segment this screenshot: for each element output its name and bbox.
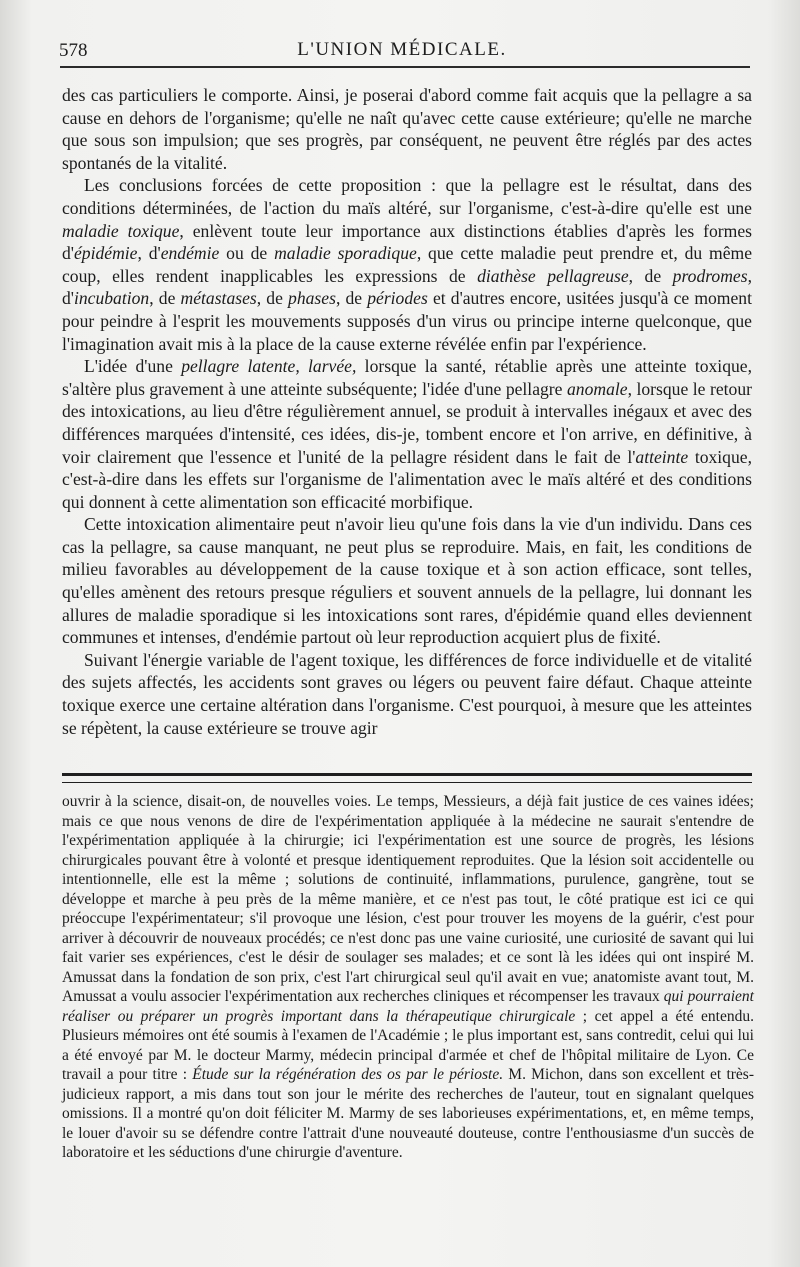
text-run: M. Michon, dans son excellent et très-judicieux rapport, a mis dans tout son jour le mérite des recherches de l'auteur, tout en signalant quelques omissions. Il a montré qu'on doit féliciter M. Marmy de ses laborieuses expérimentations, et, en même temps, le louer d'avoir su se défendre contre l'attrait d'une nouveauté douteuse, contre l'enthousiasme d'un succès de laboratoire et les séductions d'une chirurgie d'aventure. <box>62 1066 754 1161</box>
footnote-block <box>62 792 754 1163</box>
text-run: , de <box>256 288 289 309</box>
footnote-separator <box>62 773 752 783</box>
text-run: L'idée d'une <box>84 356 182 377</box>
text-run: des cas particuliers le comporte. Ainsi, je poserai d'abord comme fait acquis que la pellagre a sa cause en dehors de l'organisme; qu'elle ne naît qu'avec cette cause extérieure; qu'elle ne marche que sous son impulsion; que ses progrès, par conséquent, ne peuvent être réglés par des actes spontanés de la vitalité. <box>62 85 752 173</box>
italic-text: périodes <box>367 288 428 309</box>
italic-text: pellagre latente, larvée, <box>181 356 357 377</box>
italic-text: atteinte <box>635 446 689 467</box>
italic-text: métastases <box>180 288 257 309</box>
text-run: , de <box>149 288 181 309</box>
main-text-body <box>62 84 752 739</box>
running-title: L'UNION MÉDICALE. <box>297 39 507 60</box>
italic-text: maladie sporadique <box>274 243 417 264</box>
italic-text: Étude sur la régénération des os par le périoste. <box>192 1066 504 1083</box>
page-header <box>57 36 747 66</box>
italic-text: phases <box>288 288 336 309</box>
text-run: ouvrir à la science, disait-on, de nouvelles voies. Le temps, Messieurs, a déjà fait justice de ces vaines idées; mais ce que nous venons de dire de l'expérimentation appliquée à la médecine ne saurait s'entendre de l'expérimentation appliquée à la chirurgie; ici l'expérimentation est une source de progrès, les lésions chirurgicales pouvant être à volonté et presque identiquement reproduites. Que la lésion soit accidentelle ou intentionnelle, elle est la même ; solutions de continuité, inflammations, purulence, gangrène, tout se développe et marche à peu près de la même manière, et ce n'est pas tout, le côté pratique est ici ce qui préoccupe l'expérimentateur; s'il provoque une lésion, c'est pour trouver les moyens de la guérir, c'est pour arriver à découvrir de nouveaux procédés; ce n'est donc pas une vaine curiosité, une curiosité de savant qui lui fait varier ses expériences, c'est le désir de soulager ses malades; et ce sont là les idées qui ont inspiré M. Amussat dans la fondation de son prix, c'est l'art chirurgical seul qu'il avait en vue; anatomiste avant tout, M. Amussat a voulu associer l'expérimentation aux recherches cliniques et récompenser les travaux <box>62 793 754 1005</box>
text-run: Cette intoxication alimentaire peut n'avoir lieu qu'une fois dans la vie d'un individu. Dans ces cas la pellagre, sa cause manquant, ne peut plus se reproduire. Mais, en fait, les conditions de milieu favorables au développement de la cause toxique et à son action efficace, sont telles, qu'elles amènent des retours presque réguliers et souvent annuels de la pellagre, lui donnant les allures de maladie sporadique si les intoxications sont rares, d'épidémie quand elles deviennent communes et intenses, d'endémie partout où leur reproduction acquiert plus de fixité. <box>62 514 752 648</box>
italic-text: anomale <box>566 378 628 399</box>
text-run: toxique, c'est-à-dire dans les effets sur l'organisme de l'alimentation avec le maïs altéré et des conditions qui donnent à cette alimentation son efficacité morbifique. <box>62 446 752 512</box>
footnote-paragraph <box>62 792 754 1163</box>
header-rule <box>60 66 750 68</box>
page-number: 578 <box>59 40 88 61</box>
body-paragraph <box>62 513 752 649</box>
italic-text: maladie toxique <box>62 220 180 241</box>
italic-text: incubation <box>73 288 150 309</box>
text-run: , d' <box>137 243 161 264</box>
text-run: , de <box>335 288 368 309</box>
italic-text: épidémie <box>73 243 138 264</box>
body-paragraph <box>62 174 752 355</box>
text-run: , d' <box>62 265 752 309</box>
body-paragraph <box>62 355 752 513</box>
text-run: ou de <box>219 243 275 264</box>
italic-text: qui pourraient réaliser ou préparer un progrès important dans la thérapeutique chirurgicale <box>62 988 754 1025</box>
text-run: , enlèvent toute leur importance aux distinctions établies d'après les formes d' <box>62 220 752 264</box>
italic-text: endémie <box>160 243 220 264</box>
text-run: , de <box>628 265 673 286</box>
text-run: , que cette maladie peut prendre et, du même coup, elles rendent inapplicables les expressions de <box>62 243 752 286</box>
text-run: ; cet appel a été entendu. Plusieurs mémoires ont été soumis à l'examen de l'Académie ; le plus important est, sans contredit, celui qui lui a été envoyé par M. le docteur Marmy, médecin principal d'armée et chef de l'hôpital militaire de Lyon. Ce travail a pour titre : <box>62 1007 754 1083</box>
text-run: Suivant l'énergie variable de l'agent toxique, les différences de force individuelle et de vitalité des sujets affectés, les accidents sont graves ou légers ou peuvent faire défaut. Chaque atteinte toxique exerce une certaine altération dans l'organisme. C'est pourquoi, à mesure que les atteintes se répètent, la cause extérieure se trouve agir <box>62 649 752 738</box>
body-paragraph <box>62 649 752 739</box>
text-run: , lorsque le retour des intoxications, au lieu d'être régulièrement annuel, se produit à intervalles inégaux et avec des différences marquées d'intensité, ces idées, dis-je, tombent encore et l'on arrive, en définitive, à voir clairement que l'essence et l'unité de la pellagre résident dans le fait de l' <box>62 378 752 467</box>
text-run: et d'autres encore, usitées jusqu'à ce moment pour peindre à l'esprit les mouvements supposés d'un virus ou principe interne quelconque, que l'imagination avait mis à la place de la cause externe révélée enfin par l'expérience. <box>62 288 752 354</box>
italic-text: prodromes <box>672 265 748 286</box>
italic-text: diathèse pellagreuse <box>477 265 629 286</box>
text-run: Les conclusions forcées de cette proposition : que la pellagre est le résultat, dans des conditions déterminées, de l'action du maïs altéré, sur l'organisme, c'est-à-dire qu'elle est une <box>62 175 752 218</box>
text-run: lorsque la santé, rétablie après une atteinte toxique, s'altère plus gravement à une atteinte subséquente; l'idée d'une pellagre <box>62 356 752 399</box>
body-paragraph <box>62 84 752 174</box>
